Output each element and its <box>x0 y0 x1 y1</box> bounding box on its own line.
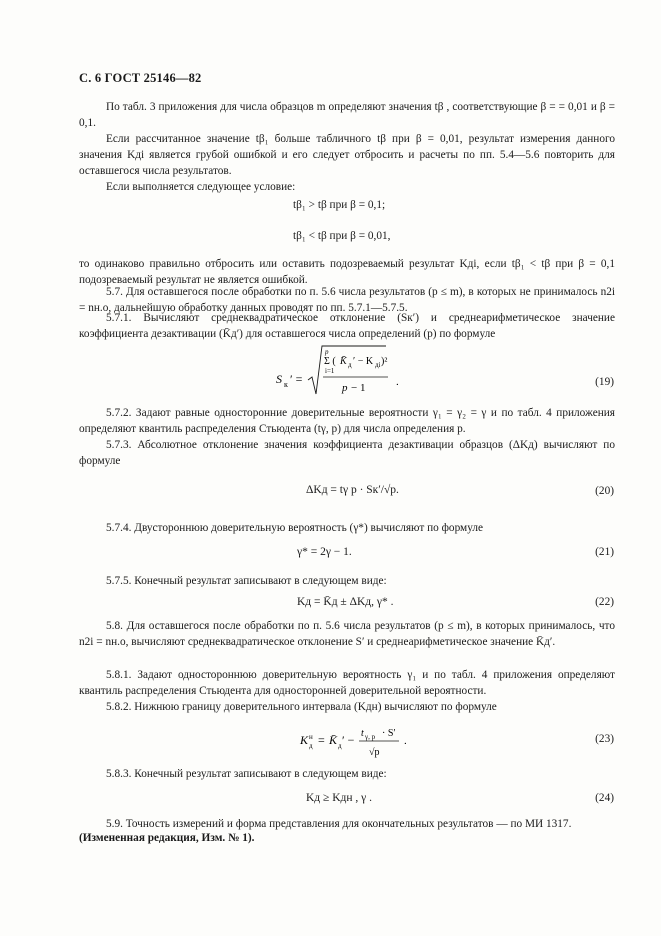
svg-text:д: д <box>309 742 313 750</box>
svg-text:.: . <box>404 735 407 747</box>
svg-text:− 1: − 1 <box>351 382 366 394</box>
paragraph-5-7-4: 5.7.4. Двустороннюю доверительную вероятность (γ*) вычисляют по формуле <box>106 522 484 534</box>
svg-text:Σ (: Σ ( <box>324 356 336 367</box>
svg-text:н: н <box>309 733 313 741</box>
equation-number-19: (19) <box>595 376 614 388</box>
equation-number-24: (24) <box>595 792 614 804</box>
formula-21: γ* = 2γ − 1. <box>297 546 352 558</box>
paragraph-5-8-2: 5.8.2. Нижнюю границу доверительного интервала (Kдн) вычисляют по формуле <box>106 701 497 713</box>
svg-text:д: д <box>348 361 352 369</box>
paragraph-5-9: 5.9. Точность измерений и форма представления для окончательных результатов — по МИ 1317. <box>106 818 572 830</box>
equation-number-21: (21) <box>595 546 614 558</box>
paragraph-5-8: 5.8. Для оставшегося после обработки по п. 5.6 числа результатов (p ≤ m), в которых принималось, что n2i = nн.о, вычисляют среднеквадратическое отклонение S′ и среднеарифметическое значение K̄д′. <box>79 620 615 648</box>
formula-20: ΔKд = tγ p · Sк′/√p. <box>306 484 399 496</box>
page-header: С. 6 ГОСТ 25146—82 <box>79 71 202 85</box>
svg-text:S: S <box>276 372 282 386</box>
svg-text:=: = <box>318 733 325 747</box>
svg-text:дi: дi <box>375 361 381 369</box>
equation-number-20: (20) <box>595 485 614 497</box>
svg-text:′ =: ′ = <box>290 372 303 386</box>
paragraph-5-8-1: 5.8.1. Задают одностороннюю доверительную вероятность γ₁ и по табл. 4 приложения определяют квантиль распределения Стьюдента для односторонней доверительной вероятности. <box>79 669 615 697</box>
paragraph-gross-error: Если рассчитанное значение tβ₁ больше табличного tβ при β = 0,01, результат измерения данного значения Kді является грубой ошибкой и его следует отбросить и расчеты по пп. 5.4—5.6 повторить для оставшегося числа результатов. <box>79 133 615 177</box>
paragraph-condition-intro: Если выполняется следующее условие: <box>106 181 296 193</box>
svg-text:′ − K: ′ − K <box>353 356 374 367</box>
paragraph-5-7-3: 5.7.3. Абсолютное отклонение значения коэффициента дезактивации образцов (ΔKд) вычисляют по формуле <box>79 439 615 467</box>
svg-text:p: p <box>325 348 329 356</box>
svg-text:i=1: i=1 <box>325 367 335 375</box>
formula-22: Kд = K̄д ± ΔKд, γ* . <box>297 596 394 608</box>
formula-19 <box>270 342 420 398</box>
paragraph-5-7: 5.7. Для оставшегося после обработки по п. 5.6 числа результатов (p ≤ m), в которых не принималось n2i = nн.о, дальнейшую обработку данных проводят по пп. 5.7.1—5.7.5. <box>79 286 615 314</box>
svg-text:√p: √p <box>369 747 380 758</box>
condition-2: tβ₁ < tβ при β = 0,01, <box>293 230 391 242</box>
formula-23 <box>298 720 418 764</box>
amendment-note: (Измененная редакция, Изм. № 1). <box>79 832 255 844</box>
svg-text:K: K <box>300 733 309 747</box>
svg-text:′ −: ′ − <box>342 733 355 747</box>
paragraph-5-7-5: 5.7.5. Конечный результат записывают в следующем виде: <box>106 575 387 587</box>
svg-text:к: к <box>284 380 288 389</box>
svg-text:p: p <box>342 382 348 394</box>
equation-number-22: (22) <box>595 596 614 608</box>
svg-text:K̄: K̄ <box>329 733 338 747</box>
svg-text:д: д <box>338 742 342 750</box>
svg-text:.: . <box>396 376 399 388</box>
svg-text:t: t <box>361 728 364 739</box>
paragraph-5-7-2: 5.7.2. Задают равные односторонние доверительные вероятности γ₁ = γ₂ = γ и по табл. 4 приложения определяют квантиль распределения Стьюдента (tγ, p) для числа определения p. <box>79 407 615 435</box>
svg-text:K̄: K̄ <box>340 356 347 367</box>
svg-text:)²: )² <box>381 356 388 367</box>
paragraph-5-7-1: 5.7.1. Вычисляют среднеквадратическое отклонение (Sк′) и среднеарифметическое значение коэффициента дезактивации (K̄д′) для оставшегося числа определений (p) по формуле <box>79 312 615 340</box>
paragraph-tables: По табл. 3 приложения для числа образцов m определяют значения tβ , соответствующие β = = 0,01 и β = 0,1. <box>79 101 615 129</box>
formula-24: Kд ≥ Kдн , γ . <box>306 792 372 804</box>
condition-1: tβ₁ > tβ при β = 0,1; <box>293 199 386 211</box>
equation-number-23: (23) <box>595 733 614 745</box>
svg-text:γ, p: γ, p <box>365 733 376 741</box>
paragraph-suspected-result: то одинаково правильно отбросить или оставить подозреваемый результат Kді, если tβ₁ < tβ при β = 0,1 подозреваемый результат не является ошибкой. <box>79 258 615 286</box>
svg-text:· S′: · S′ <box>382 728 396 739</box>
paragraph-5-8-3: 5.8.3. Конечный результат записывают в следующем виде: <box>106 768 387 780</box>
